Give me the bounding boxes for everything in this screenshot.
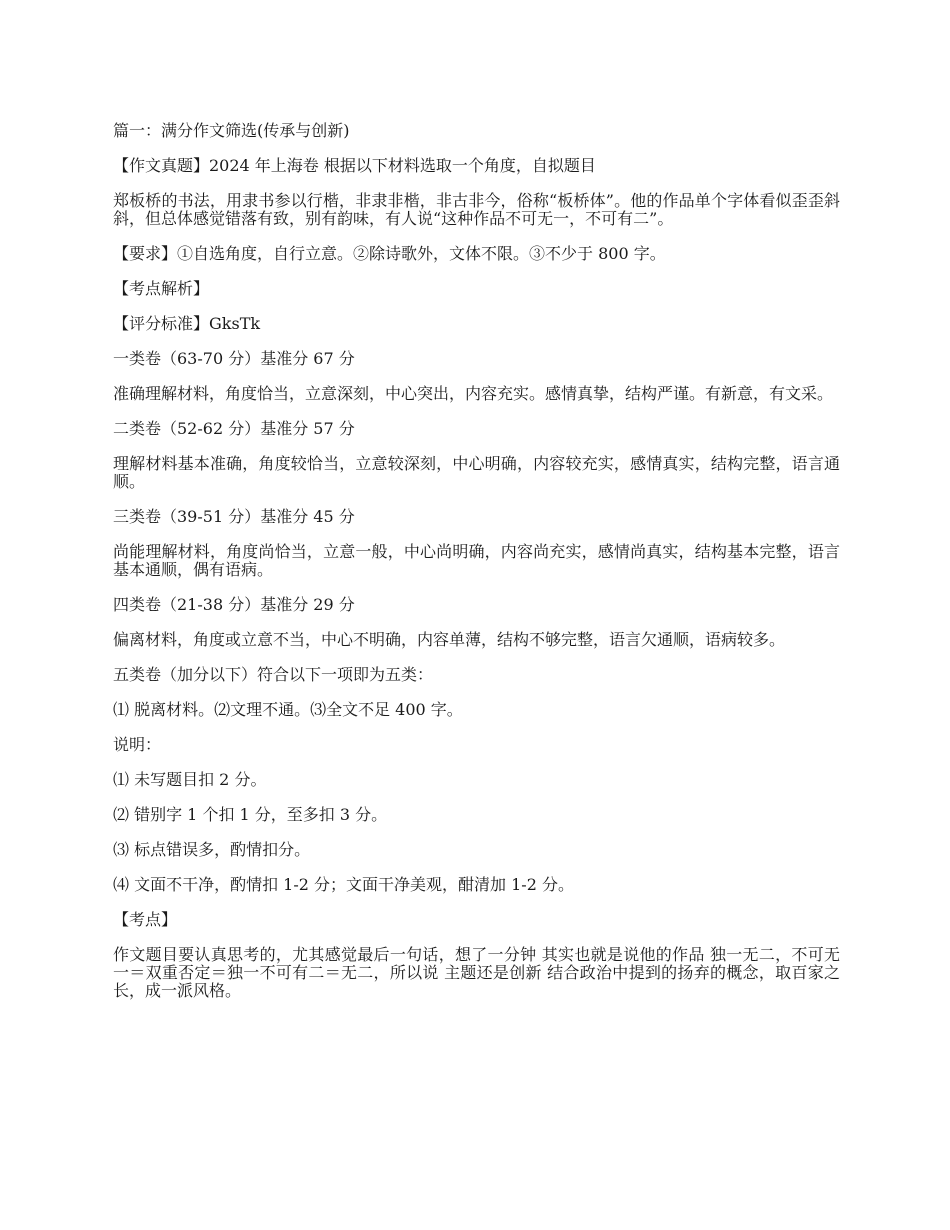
grade-3-description: 尚能理解材料，角度尚恰当，立意一般，中心尚明确，内容尚充实，感情尚真实，结构基本完整，语言基本通顺，偶有语病。 [113, 542, 840, 579]
requirements: 【要求】①自选角度，自行立意。②除诗歌外，文体不限。③不少于 800 字。 [113, 244, 666, 263]
notes-heading: 说明： [113, 735, 162, 754]
grade-2-heading: 二类卷（52-62 分）基准分 57 分 [113, 419, 355, 438]
grade-3-heading: 三类卷（39-51 分）基准分 45 分 [113, 507, 355, 526]
grade-1-description: 准确理解材料，角度恰当，立意深刻，中心突出，内容充实。感情真挚，结构严谨。有新意，有文采。 [113, 384, 834, 403]
analysis-heading: 【考点解析】 [113, 279, 210, 298]
note-item: ⑵ 错别字 1 个扣 1 分，至多扣 3 分。 [113, 805, 388, 824]
grade-5-criteria: ⑴ 脱离材料。⑵文理不通。⑶全文不足 400 字。 [113, 700, 463, 719]
section-title: 篇一：满分作文筛选(传承与创新) [113, 121, 350, 140]
key-points-heading: 【考点】 [113, 910, 178, 929]
grade-1-heading: 一类卷（63-70 分）基准分 67 分 [113, 349, 355, 368]
grade-2-description: 理解材料基本准确，角度较恰当，立意较深刻，中心明确，内容较充实，感情真实，结构完整，语言通顺。 [113, 454, 840, 491]
grade-4-description: 偏离材料，角度或立意不当，中心不明确，内容单薄，结构不够完整，语言欠通顺，语病较多。 [113, 630, 786, 649]
note-item: ⑷ 文面不干净，酌情扣 1-2 分；文面干净美观，酣清加 1-2 分。 [113, 875, 574, 894]
grade-4-heading: 四类卷（21-38 分）基准分 29 分 [113, 595, 355, 614]
note-item: ⑶ 标点错误多，酌情扣分。 [113, 840, 311, 859]
essay-material: 郑板桥的书法，用隶书参以行楷，非隶非楷，非古非今，俗称“板桥体”。他的作品单个字体看似歪歪斜斜，但总体感觉错落有致，别有韵味，有人说“这种作品不可无一，不可有二”。 [113, 191, 840, 228]
note-item: ⑴ 未写题目扣 2 分。 [113, 770, 267, 789]
essay-prompt-heading: 【作文真题】2024 年上海卷 根据以下材料选取一个角度，自拟题目 [113, 156, 596, 175]
document-body [113, 122, 840, 1017]
key-points-text: 作文题目要认真思考的，尤其感觉最后一句话，想了一分钟 其实也就是说他的作品 独一无二，不可无一＝双重否定＝独一不可有二＝无二，所以说 主题还是创新 结合政治中提到的扬弃的概念，取百家之长，成一派风格。 [113, 945, 840, 1000]
grade-5-heading: 五类卷（加分以下）符合以下一项即为五类： [113, 665, 434, 684]
grading-heading: 【评分标准】GksTk [113, 314, 261, 333]
